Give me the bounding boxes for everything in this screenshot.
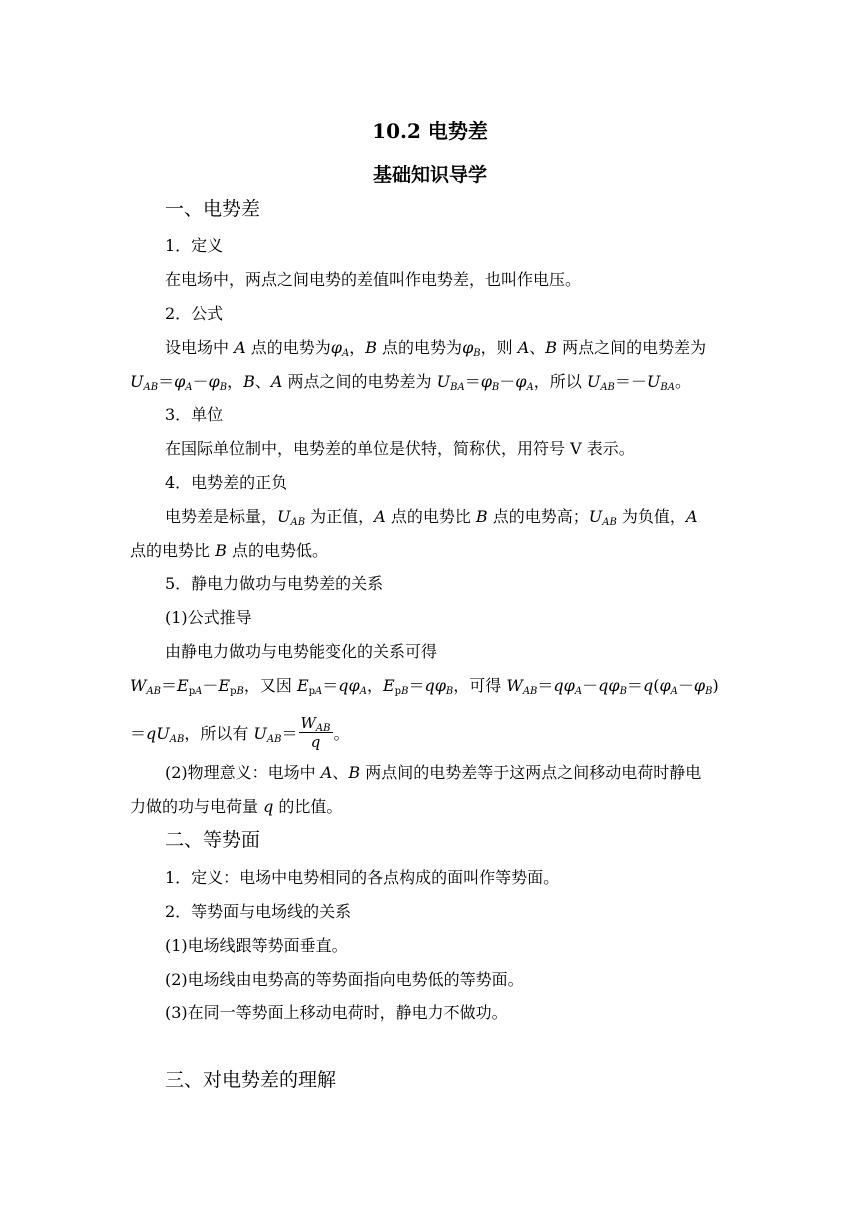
sign-line-1: 电势差是标量，$U_{AB}$ 为正值，A 点的电势比 B 点的电势高；$U_{AB}$ 为负值，A <box>165 507 698 528</box>
formula-line-1: 设电场中 A 点的电势为$\varphi_A$，B 点的电势为$\varphi_B$，则 A、B 两点之间的电势差为 <box>165 338 707 359</box>
unit-text: 在国际单位制中，电势差的单位是伏特，简称伏，用符号 V 表示。 <box>165 439 635 458</box>
formula-line-2: $U_{AB}=\varphi_A-\varphi_B$，B、A 两点之间的电势差为 $U_{BA}=\varphi_B-\varphi_A$，所以 $U_{AB}=-U_{BA}$。 <box>130 372 691 393</box>
equation-line-1: $W_{AB}=E_{pA}-E_{pB}$，又因 $E_{pA}=q\varphi_A$，$E_{pB}=q\varphi_B$，可得 $W_{AB}=q\varphi_A-q\varphi_B=q(\varphi_A-\varphi_B)$ <box>130 676 719 697</box>
unit-label: 3．单位 <box>165 405 224 424</box>
relation-label: 2．等势面与电场线的关系 <box>165 902 352 921</box>
sign-label: 4．电势差的正负 <box>165 473 288 492</box>
heading-section-2: 二、等势面 <box>165 829 261 851</box>
sign-line-2: 点的电势比 B 点的电势低。 <box>130 541 328 560</box>
meaning-line-2: 力做的功与电荷量 q 的比值。 <box>130 797 343 816</box>
definition-label: 1．定义 <box>165 236 224 255</box>
page-title: 10.2 电势差 <box>372 119 488 143</box>
equation-line-2: $=qU_{AB}$，所以有 $U_{AB}=$ $\frac{W_{AB}}{q}$ 。 <box>130 714 350 751</box>
heading-section-3: 三、对电势差的理解 <box>165 1069 337 1091</box>
meaning-line-1: (2)物理意义：电场中 A、B 两点间的电势差等于这两点之间移动电荷时静电 <box>165 763 702 782</box>
heading-section-1: 一、电势差 <box>165 198 261 220</box>
relation-item-1: (1)电场线跟等势面垂直。 <box>165 936 348 955</box>
derive-text: 由静电力做功与电势能变化的关系可得 <box>165 642 438 661</box>
fraction: $\frac{W_{AB}}{q}$ <box>300 714 331 751</box>
relation-item-2: (2)电场线由电势高的等势面指向电势低的等势面。 <box>165 970 524 989</box>
derive-label: (1)公式推导 <box>165 608 252 627</box>
relation-item-3: (3)在同一等势面上移动电荷时，静电力不做功。 <box>165 1003 508 1022</box>
formula-label: 2．公式 <box>165 304 224 323</box>
section-subtitle: 基础知识导学 <box>372 164 487 186</box>
work-label: 5．静电力做功与电势差的关系 <box>165 574 384 593</box>
definition-text: 在电场中，两点之间电势的差值叫作电势差，也叫作电压。 <box>165 270 582 289</box>
equipotential-definition: 1．定义：电场中电势相同的各点构成的面叫作等势面。 <box>165 868 560 887</box>
